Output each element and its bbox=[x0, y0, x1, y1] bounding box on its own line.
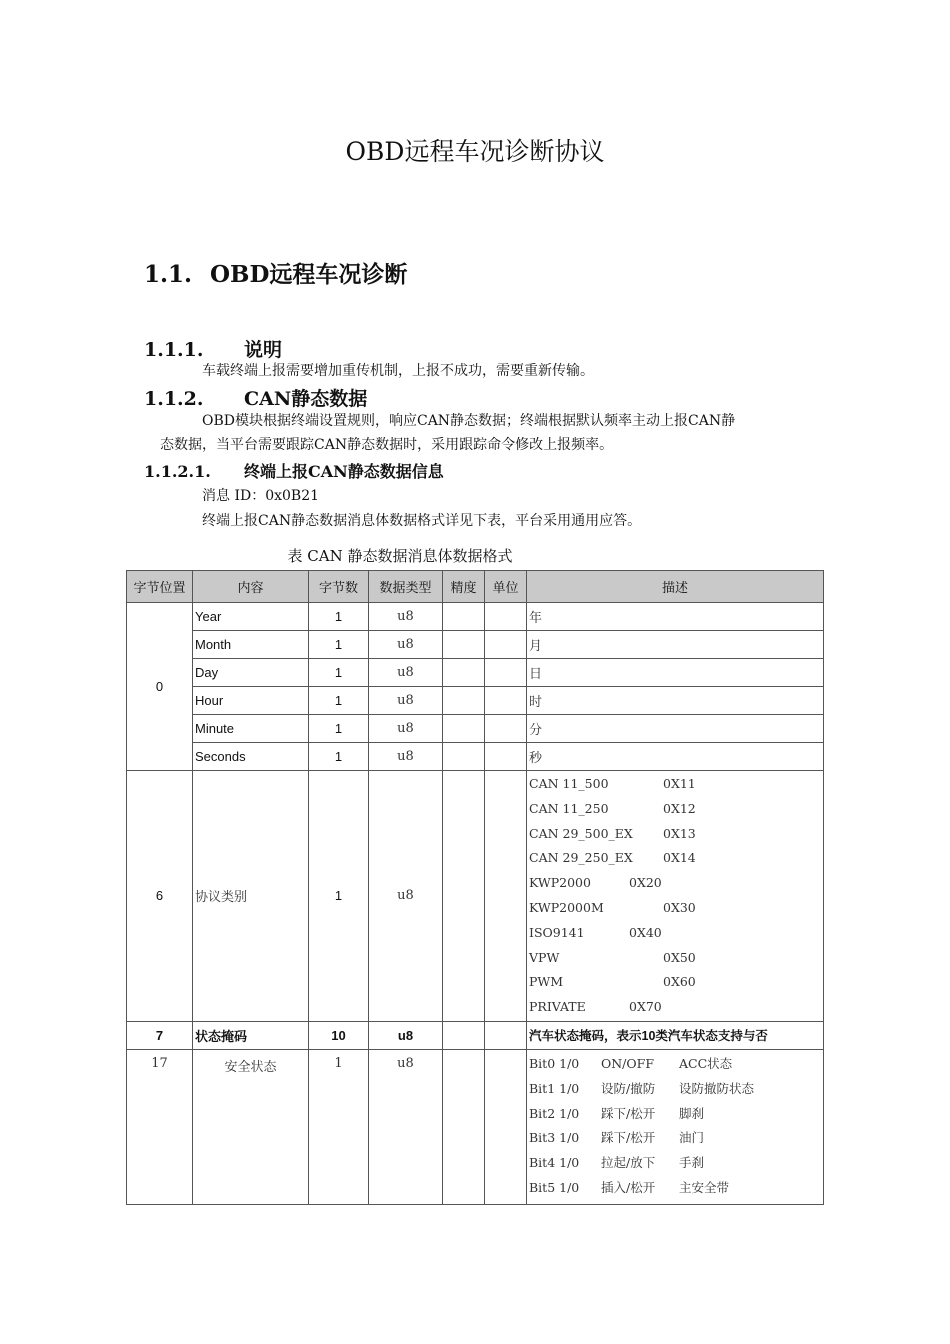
content-cell: Day bbox=[193, 659, 309, 687]
paragraph: 态数据，当平台需要跟踪CAN静态数据时，采用跟踪命令修改上报频率。 bbox=[160, 437, 614, 453]
unit-cell bbox=[485, 715, 527, 743]
description-cell: 年 bbox=[527, 603, 824, 631]
data-type-cell: u8 bbox=[369, 1021, 443, 1049]
message-id: 消息 ID：0x0B21 bbox=[202, 488, 320, 504]
data-type-cell: u8 bbox=[369, 743, 443, 771]
data-type-cell: u8 bbox=[369, 631, 443, 659]
unit-cell bbox=[485, 1021, 527, 1049]
bit-definition: Bit0 1/0 ON/OFF ACC状态 bbox=[529, 1055, 733, 1071]
table-header-row bbox=[127, 571, 824, 603]
table-row bbox=[127, 743, 824, 771]
table-caption: 表 CAN 静态数据消息体数据格式 bbox=[287, 547, 513, 565]
column-header: 数据类型 bbox=[369, 571, 443, 603]
content-cell: Year bbox=[193, 603, 309, 631]
protocol-option: CAN 11_250 0X12 bbox=[529, 800, 696, 816]
description-cell: 秒 bbox=[527, 743, 824, 771]
paragraph: OBD模块根据终端设置规则，响应CAN静态数据；终端根据默认频率主动上报CAN静 bbox=[202, 413, 736, 429]
precision-cell bbox=[443, 631, 485, 659]
table-row bbox=[127, 771, 824, 1022]
unit-cell bbox=[485, 631, 527, 659]
precision-cell bbox=[443, 771, 485, 1022]
column-header: 描述 bbox=[527, 571, 824, 603]
content-cell: 协议类别 bbox=[193, 771, 309, 1022]
protocol-option: CAN 11_500 0X11 bbox=[529, 776, 696, 791]
precision-cell bbox=[443, 1049, 485, 1204]
description-cell bbox=[527, 771, 824, 1022]
data-type-cell: u8 bbox=[369, 659, 443, 687]
bit-definition: Bit3 1/0 踩下/松开 油门 bbox=[529, 1130, 705, 1146]
byte-position-cell: 17 bbox=[127, 1049, 193, 1204]
content-cell: Minute bbox=[193, 715, 309, 743]
document-title: OBD远程车况诊断协议 bbox=[345, 137, 605, 166]
section-number: 1.1.2. bbox=[144, 388, 204, 410]
byte-count-cell: 1 bbox=[309, 631, 369, 659]
section-title: 说明 bbox=[244, 339, 283, 361]
byte-position-cell: 6 bbox=[127, 771, 193, 1022]
bit-definition: Bit1 1/0 设防/撤防 设防撤防状态 bbox=[529, 1080, 755, 1096]
protocol-option: VPW 0X50 bbox=[529, 949, 696, 965]
unit-cell bbox=[485, 1049, 527, 1204]
section-heading-1-1-2 bbox=[144, 384, 367, 411]
description-cell bbox=[527, 1049, 824, 1204]
byte-count-cell: 1 bbox=[309, 1049, 369, 1204]
protocol-option: KWP2000M 0X30 bbox=[529, 899, 696, 915]
column-header: 字节位置 bbox=[127, 571, 193, 603]
table-row bbox=[127, 659, 824, 687]
description-cell: 时 bbox=[527, 687, 824, 715]
section-number: 1.1. bbox=[144, 261, 193, 288]
precision-cell bbox=[443, 1021, 485, 1049]
table-row bbox=[127, 603, 824, 631]
section-title: CAN静态数据 bbox=[244, 388, 368, 410]
unit-cell bbox=[485, 603, 527, 631]
table-row bbox=[127, 1049, 824, 1204]
column-header: 精度 bbox=[443, 571, 485, 603]
section-heading-1-1-2-1 bbox=[144, 459, 444, 482]
protocol-option: ISO9141 0X40 bbox=[529, 924, 662, 940]
table-row bbox=[127, 631, 824, 659]
protocol-option: PWM 0X60 bbox=[529, 974, 696, 990]
table-row bbox=[127, 715, 824, 743]
content-cell: 状态掩码 bbox=[193, 1021, 309, 1049]
column-header: 内容 bbox=[193, 571, 309, 603]
unit-cell bbox=[485, 659, 527, 687]
bit-definition: Bit2 1/0 踩下/松开 脚刹 bbox=[529, 1105, 705, 1121]
column-header: 单位 bbox=[485, 571, 527, 603]
paragraph: 车载终端上报需要增加重传机制，上报不成功，需要重新传输。 bbox=[202, 363, 594, 379]
data-type-cell: u8 bbox=[369, 603, 443, 631]
precision-cell bbox=[443, 603, 485, 631]
content-cell: Hour bbox=[193, 687, 309, 715]
byte-count-cell: 1 bbox=[309, 715, 369, 743]
byte-count-cell: 1 bbox=[309, 687, 369, 715]
content-cell: Month bbox=[193, 631, 309, 659]
protocol-option: CAN 29_250_EX 0X14 bbox=[529, 850, 696, 866]
precision-cell bbox=[443, 715, 485, 743]
data-type-cell: u8 bbox=[369, 715, 443, 743]
section-heading-1-1 bbox=[144, 256, 407, 289]
paragraph: 终端上报CAN静态数据消息体数据格式详见下表，平台采用通用应答。 bbox=[202, 513, 642, 529]
byte-count-cell: 1 bbox=[309, 659, 369, 687]
byte-count-cell: 1 bbox=[309, 603, 369, 631]
byte-count-cell: 1 bbox=[309, 743, 369, 771]
byte-position-cell: 0 bbox=[127, 603, 193, 771]
byte-count-cell: 10 bbox=[309, 1021, 369, 1049]
precision-cell bbox=[443, 659, 485, 687]
bit-definition: Bit5 1/0 插入/松开 主安全带 bbox=[529, 1179, 730, 1195]
section-number: 1.1.1. bbox=[144, 339, 204, 361]
byte-count-cell: 1 bbox=[309, 771, 369, 1022]
protocol-option: KWP2000 0X20 bbox=[529, 875, 662, 891]
section-title: 终端上报CAN静态数据信息 bbox=[244, 462, 444, 481]
unit-cell bbox=[485, 771, 527, 1022]
protocol-option: CAN 29_500_EX 0X13 bbox=[529, 825, 696, 841]
precision-cell bbox=[443, 687, 485, 715]
description-cell: 日 bbox=[527, 659, 824, 687]
description-cell: 汽车状态掩码，表示10类汽车状态支持与否 bbox=[527, 1021, 824, 1049]
description-cell: 分 bbox=[527, 715, 824, 743]
table-row bbox=[127, 687, 824, 715]
protocol-option: PRIVATE 0X70 bbox=[529, 999, 662, 1015]
unit-cell bbox=[485, 743, 527, 771]
data-type-cell: u8 bbox=[369, 771, 443, 1022]
section-number: 1.1.2.1. bbox=[144, 462, 211, 481]
data-type-cell: u8 bbox=[369, 687, 443, 715]
section-heading-1-1-1 bbox=[144, 335, 282, 362]
bit-definition: Bit4 1/0 拉起/放下 手刹 bbox=[529, 1155, 705, 1171]
content-cell: Seconds bbox=[193, 743, 309, 771]
precision-cell bbox=[443, 743, 485, 771]
content-cell: 安全状态 bbox=[193, 1049, 309, 1204]
section-title: OBD远程车况诊断 bbox=[210, 261, 408, 288]
data-type-cell: u8 bbox=[369, 1049, 443, 1204]
table-row bbox=[127, 1021, 824, 1049]
description-cell: 月 bbox=[527, 631, 824, 659]
data-format-table bbox=[126, 570, 824, 1205]
unit-cell bbox=[485, 687, 527, 715]
column-header: 字节数 bbox=[309, 571, 369, 603]
byte-position-cell: 7 bbox=[127, 1021, 193, 1049]
